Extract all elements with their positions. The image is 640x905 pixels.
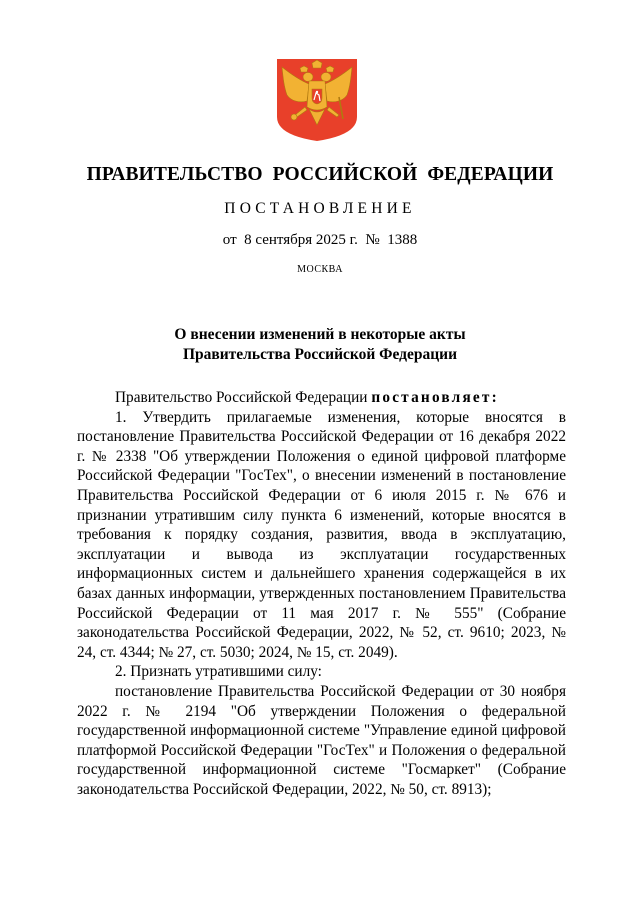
document-body bbox=[77, 388, 566, 799]
document-subject bbox=[0, 325, 640, 364]
intro-text: Правительство Российской Федерации bbox=[115, 389, 372, 406]
coat-of-arms-icon bbox=[275, 57, 359, 142]
item-2: 2. Признать утратившими силу: bbox=[115, 663, 322, 681]
subject-line-1: О внесении изменений в некоторые акты bbox=[174, 326, 466, 343]
item-2-sub-1: постановление Правительства Российской Федерации от 30 ноября 2022 г. № 2194 "Об утверждении Положения о федеральной государственной информационной системе "Управление единой цифровой платформой Российской Федерации "ГосТех" и Положения о федеральной государственной информационной системе "Госмаркет" (Собрание законодательства Российской Федерации, 2022, № 50, ст. 8913); bbox=[77, 682, 566, 798]
government-title: ПРАВИТЕЛЬСТВО РОССИЙСКОЙ ФЕДЕРАЦИИ bbox=[86, 164, 554, 185]
subject-line-2: Правительства Российской Федерации bbox=[182, 345, 458, 363]
item-1: 1. Утвердить прилагаемые изменения, которые вносятся в постановление Правительства Российской Федерации от 16 декабря 2022 г. № 2338 "Об утверждении Положения о единой цифровой платформе Российской Федерации "ГосТех", о внесении изменений в постановление Правительства Российской Федерации от 6 июля 2015 г. № 676 и признании утратившим силу пункта 6 изменений, которые вносятся в требования к порядку создания, развития, ввода в эксплуатацию, эксплуатации и вывода из эксплуатации государственных информационных систем и дальнейшего хранения содержащейся в их базах данных информации, утвержденных постановлением Правительства Российской Федерации от 11 мая 2017 г. № 555" (Собрание законодательства Российской Федерации, 2022, № 52, ст. 9610; 2023, № 24, ст. 4344; № 27, ст. 5030; 2024, № 15, ст. 2049). bbox=[77, 408, 566, 661]
document-date-number: от 8 сентября 2025 г. № 1388 bbox=[222, 232, 418, 248]
document-type: ПОСТАНОВЛЕНИЕ bbox=[224, 200, 416, 217]
city: МОСКВА bbox=[297, 264, 343, 275]
decree-word: постановляет: bbox=[371, 389, 499, 406]
intro-paragraph bbox=[77, 388, 566, 408]
